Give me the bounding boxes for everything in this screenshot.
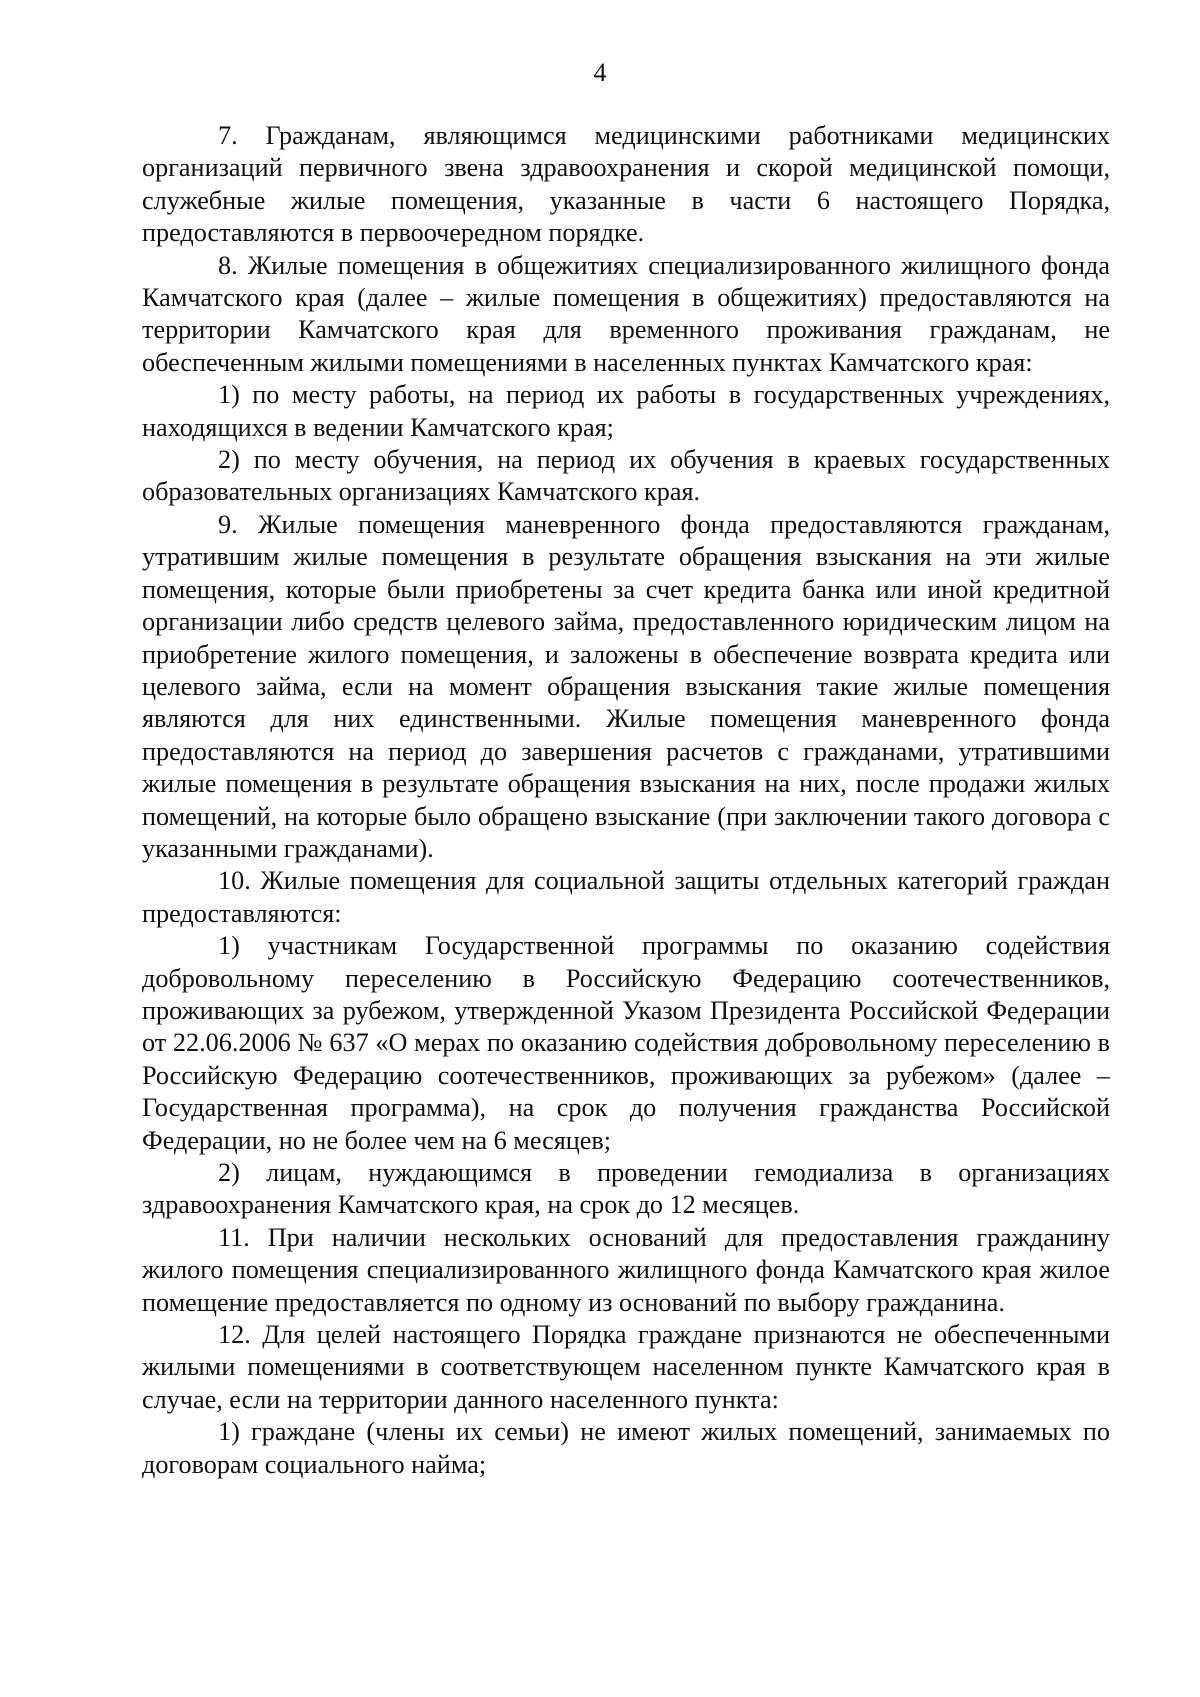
paragraph-12: 12. Для целей настоящего Порядка граждане признаются не обеспеченными жилыми помещениями в соответствующем населенном пункте Камчатского края в случае, если на территории данного населенного пункта: — [142, 1320, 1110, 1414]
paragraph-8-item-1: 1) по месту работы, на период их работы в государственных учреждениях, находящихся в ведении Камчатского края; — [142, 380, 1110, 442]
paragraph-10: 10. Жилые помещения для социальной защиты отдельных категорий граждан предоставляются: — [142, 866, 1110, 928]
paragraph-9: 9. Жилые помещения маневренного фонда предоставляются гражданам, утратившим жилые помещения в результате обращения взыскания на эти жилые помещения, которые были приобретены за счет кредита банка или иной кредитной организации либо средств целевого займа, предоставленного юридическим лицом на приобретение жилого помещения, и заложены в обеспечение возврата кредита или целевого займа, если на момент обращения взыскания такие жилые помещения являются для них единственными. Жилые помещения маневренного фонда предоставляются на период до завершения расчетов с гражданами, утратившими жилые помещения в результате обращения взыскания на них, после продажи жилых помещений, на которые было обращено взыскание (при заключении такого договора с указанными гражданами). — [142, 509, 1110, 863]
paragraph-7: 7. Гражданам, являющимся медицинскими работниками медицинских организаций первичного звена здравоохранения и скорой медицинской помощи, служебные жилые помещения, указанные в части 6 настоящего Порядка, предоставляются в первоочередном порядке. — [142, 121, 1110, 248]
paragraph-11: 11. При наличии нескольких оснований для предоставления гражданину жилого помещения специализированного жилищного фонда Камчатского края жилое помещение предоставляется по одному из оснований по выбору гражданина. — [142, 1222, 1110, 1317]
page-number: 4 — [593, 58, 607, 87]
paragraph-10-item-2: 2) лицам, нуждающимся в проведении гемодиализа в организациях здравоохранения Камчатского края, на срок до 12 месяцев. — [142, 1158, 1110, 1220]
document-body — [142, 120, 1110, 1481]
paragraph-8-item-2: 2) по месту обучения, на период их обучения в краевых государственных образовательных организациях Камчатского края. — [142, 445, 1110, 507]
paragraph-8: 8. Жилые помещения в общежитиях специализированного жилищного фонда Камчатского края (далее – жилые помещения в общежитиях) предоставляются на территории Камчатского края для временного проживания гражданам, не обеспеченным жилыми помещениями в населенных пунктах Камчатского края: — [142, 250, 1110, 377]
paragraph-12-item-1: 1) граждане (члены их семьи) не имеют жилых помещений, занимаемых по договорам социального найма; — [142, 1417, 1110, 1479]
paragraph-10-item-1: 1) участникам Государственной программы по оказанию содействия добровольному переселению в Российскую Федерацию соотечественников, проживающих за рубежом, утвержденной Указом Президента Российской Федерации от 22.06.2006 № 637 «О мерах по оказанию содействия добровольному переселению в Российскую Федерацию соотечественников, проживающих за рубежом» (далее – Государственная программа), на срок до получения гражданства Российской Федерации, но не более чем на 6 месяцев; — [142, 931, 1110, 1155]
